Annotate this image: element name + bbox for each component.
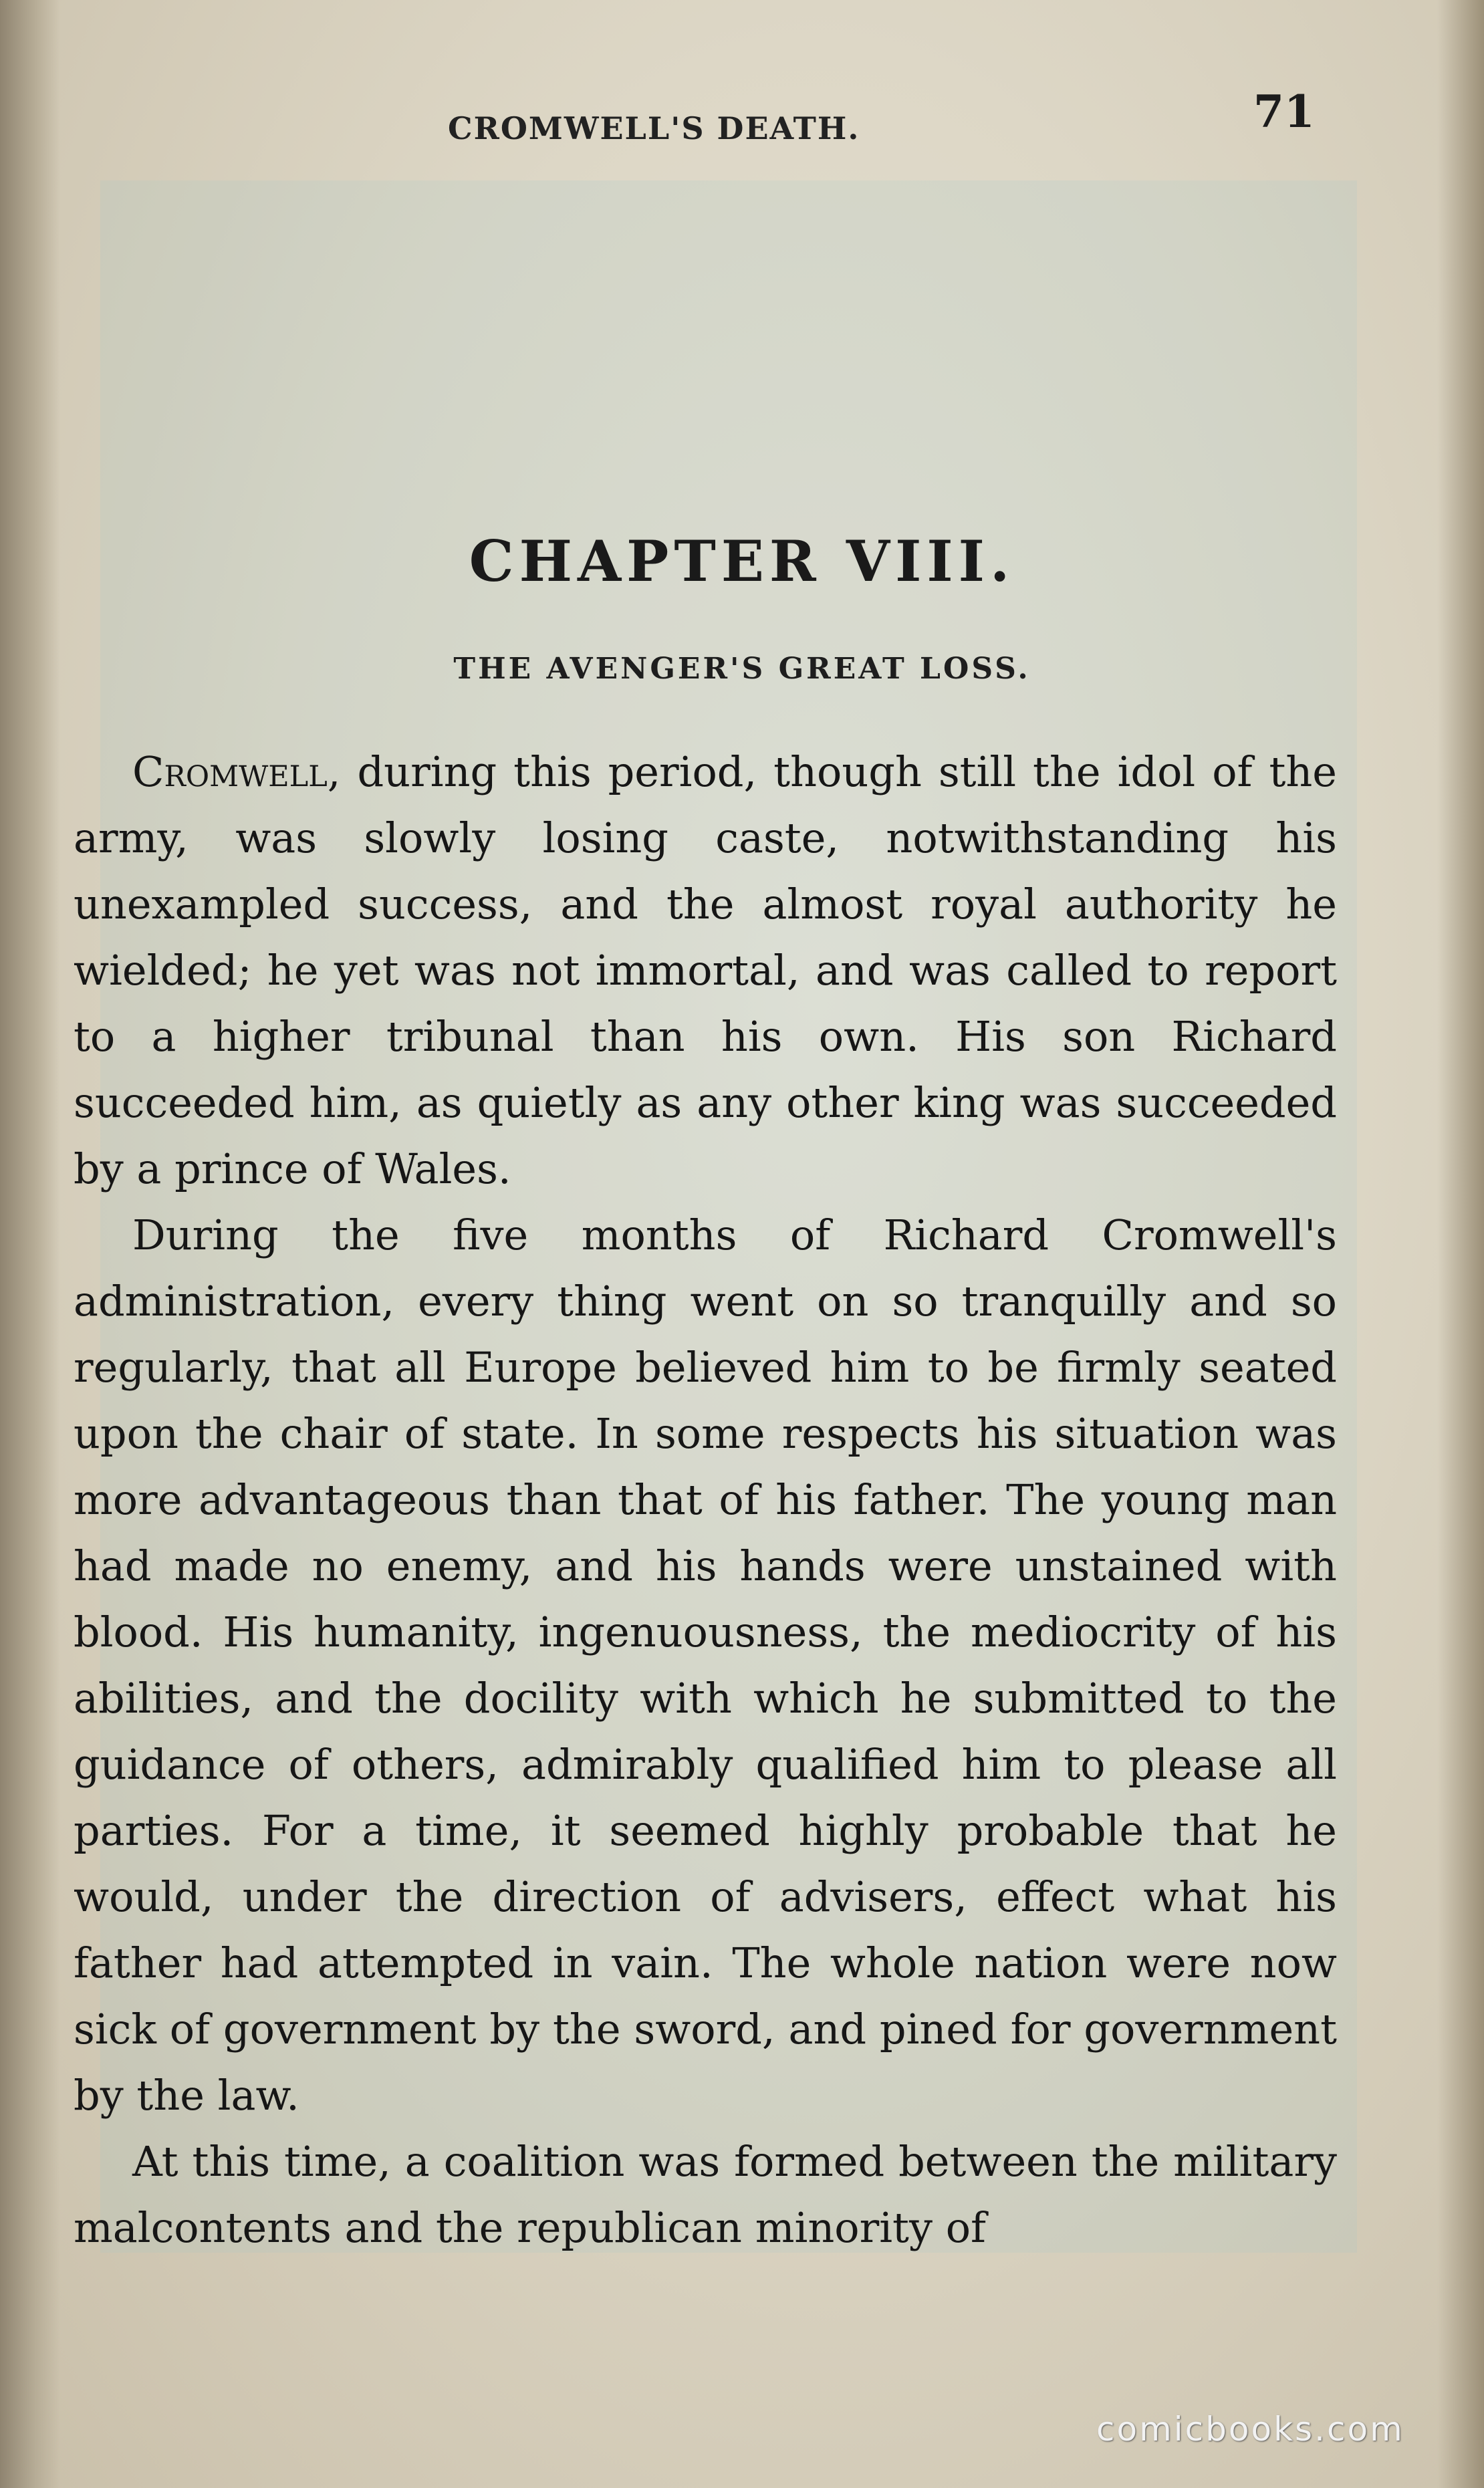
body-text: [74, 739, 1337, 2261]
page-number: 71: [1253, 86, 1315, 138]
paragraph-lead-word: Cromwell: [132, 747, 328, 796]
running-header: CROMWELL'S DEATH.: [448, 110, 860, 146]
paragraph-text: , during this period, though still the idol of the army, was slowly losing caste, notwithstanding his unexampled success, and the almost royal authority he wielded; he yet was not immortal, and was called to report to a higher tribunal than his own. His son Richard succeeded him, as quietly as any other king was succeeded by a prince of Wales.: [74, 747, 1337, 1193]
watermark: comicbooks.com: [1096, 2410, 1404, 2449]
paragraph: During the five months of Richard Cromwell's administration, every thing went on so tranquilly and so regularly, that all Europe believed him to be firmly seated upon the chair of state. In some respects his situation was more advantageous than that of his father. The young man had made no enemy, and his hands were unstained with blood. His humanity, ingenuousness, the mediocrity of his abilities, and the docility with which he submitted to the guidance of others, admirably qualified him to please all parties. For a time, it seemed highly probable that he would, under the direction of advisers, effect what his father had attempted in vain. The whole nation were now sick of government by the sword, and pined for government by the law.: [74, 1211, 1337, 2120]
paragraph: [74, 739, 1337, 1202]
paragraph: At this time, a coalition was formed between the military malcontents and the republican minority of: [74, 2137, 1337, 2252]
chapter-subtitle: THE AVENGER'S GREAT LOSS.: [453, 652, 1031, 686]
page-edge: [1437, 0, 1484, 2488]
chapter-title: CHAPTER VIII.: [469, 528, 1015, 594]
spine-shadow: [0, 0, 60, 2488]
